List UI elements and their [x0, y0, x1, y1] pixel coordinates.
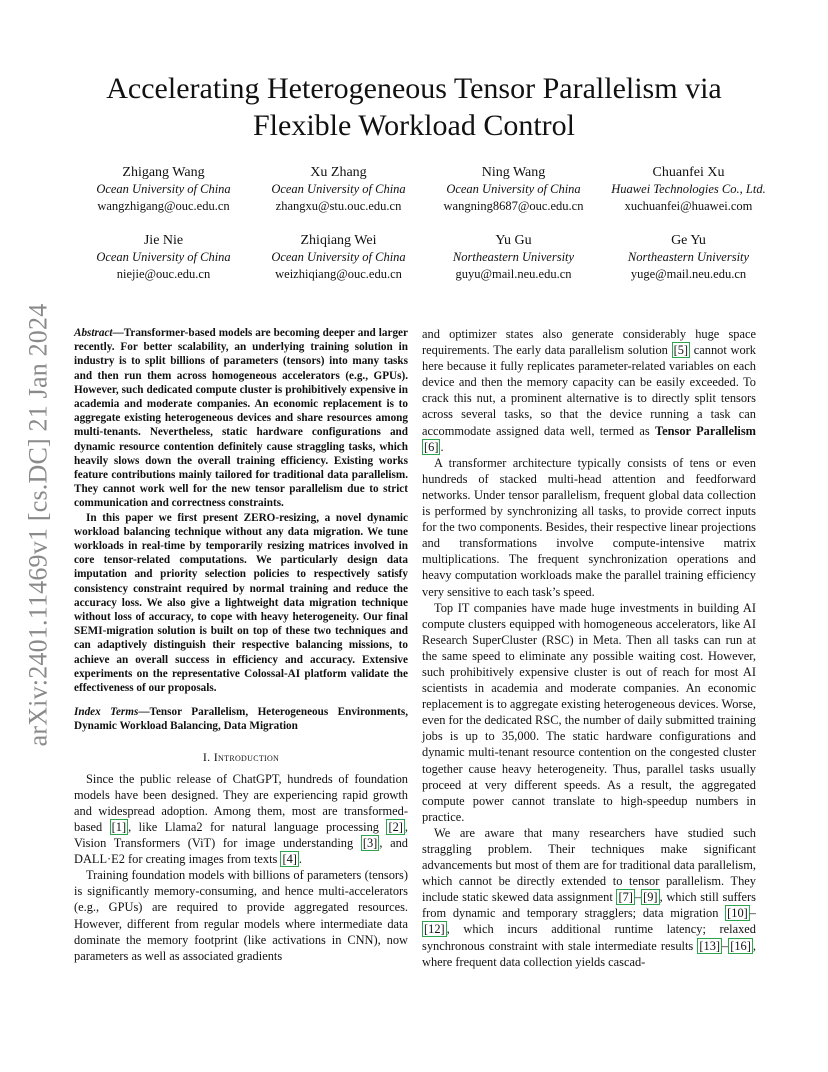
text-run: – [634, 890, 642, 905]
author-block [76, 232, 251, 283]
text-run: We are aware that many researchers have studied such straggling problem. Their techniques make significant advancements but most of them are for traditional data parallelism, which cannot be directly extended to tensor parallelism. They include static skewed data assignment [422, 825, 756, 905]
author-email: xuchuanfei@huawei.com [624, 199, 753, 213]
right-column [422, 326, 756, 970]
author-name: Yu Gu [495, 233, 532, 248]
citation-link[interactable]: [10] [727, 906, 748, 921]
citation-link[interactable]: [1] [111, 819, 127, 834]
author-email: guyu@mail.neu.edu.cn [455, 267, 572, 281]
abstract-paragraph [74, 326, 408, 511]
author-name: Zhigang Wang [122, 165, 205, 180]
text-run: , and DALL·E2 for creating images from texts [74, 836, 408, 867]
text-run: and optimizer states also generate considerably huge space requirements. The early data parallelism solution [422, 327, 756, 358]
author-block [426, 232, 601, 283]
author-email: weizhiqiang@ouc.edu.cn [275, 267, 402, 281]
author-block [251, 232, 426, 283]
text-run: Since the public release of ChatGPT, hundreds of foundation models have been designed. They are experiencing rapid growth and widespread adoption. Among them, most are transformed-based [74, 771, 408, 834]
author-email: zhangxu@stu.ouc.edu.cn [275, 199, 402, 213]
author-name: Xu Zhang [310, 165, 367, 180]
author-name: Zhiqiang Wei [300, 233, 377, 248]
body-paragraph: Training foundation models with billions of parameters (tensors) is significantly memory-consuming, and hence multi-accelerators (e.g., GPUs) are required to provide aggregated resources. However, different from regular models where intermediate data dominate the memory footprint (like activations in CNN), now parameters as well as associated gradients [74, 868, 408, 963]
author-affiliation: Ocean University of China [271, 182, 406, 196]
section-heading [74, 750, 408, 765]
citation-link[interactable]: [13] [699, 938, 721, 953]
index-terms-text: —Tensor Parallelism, Heterogeneous Environments, Dynamic Workload Balancing, Data Migration [74, 706, 408, 733]
author-affiliation: Ocean University of China [271, 250, 406, 264]
index-terms [74, 705, 408, 733]
text-run: , like Llama2 for natural language processing [128, 819, 387, 834]
abstract-label: Abstract [74, 327, 113, 339]
body-paragraph [422, 326, 756, 455]
text-run: cannot work here because it fully replicates parameter-related variables on each device and then the memory capacity can be easily exceeded. To crack this nut, a prominent alternative is to directly split tensors across several tasks, so that the device running a task can accommodate assigned data well, termed as [422, 343, 756, 438]
author-affiliation: Northeastern University [627, 250, 750, 264]
author-block [251, 164, 426, 215]
author-affiliation: Ocean University of China [96, 182, 231, 196]
author-block [426, 164, 601, 215]
author-email: niejie@ouc.edu.cn [116, 267, 211, 281]
text-run: – [749, 906, 756, 921]
emphasis-term: Tensor Parallelism [655, 423, 756, 438]
text-run: . [298, 852, 303, 867]
author-row-2 [76, 232, 776, 283]
body-paragraph [422, 825, 756, 970]
author-name: Ning Wang [481, 165, 546, 180]
author-affiliation: Northeastern University [452, 250, 575, 264]
author-affiliation: Huawei Technologies Co., Ltd. [611, 182, 766, 196]
arxiv-stamp-text: arXiv:2401.11469v1 [cs.DC] 21 Jan 2024 [23, 303, 52, 747]
citation-link[interactable]: [6] [424, 439, 439, 454]
author-affiliation: Ocean University of China [96, 250, 231, 264]
citation-link[interactable]: [7] [618, 890, 633, 905]
arxiv-side-stamp [20, 290, 56, 760]
left-column [74, 326, 408, 964]
body-paragraph [74, 771, 408, 868]
abstract-text: —Transformer-based models are becoming deeper and larger recently. For better scalability, an underlying training solution in industry is to split billions of parameters (tensors) into many tasks and then run them across homogeneous accelerators (e.g., GPUs). However, such dedicated compute cluster is prohibitively expensive in academia and moderate companies. An economic replacement is to aggregate existing heterogeneous devices and share resources among multi-tenants. Nevertheless, static hardware configurations and dynamic resource contention definitely cause straggling tasks, which heavily slows down the overall training efficiency. Existing works feature contributions mainly tailored for traditional data parallelism. They cannot work well for the new tensor parallelism due to strict communication and correctness constraints. [74, 327, 408, 510]
author-email: wangzhigang@ouc.edu.cn [97, 199, 230, 213]
author-name: Ge Yu [671, 233, 706, 248]
text-run: . [440, 439, 444, 454]
author-row-1 [76, 164, 776, 215]
text-run: , which incurs additional runtime latency; relaxed synchronous constraint with stale intermediate results [422, 922, 756, 953]
citation-link[interactable]: [16] [730, 938, 751, 953]
paper-title: Accelerating Heterogeneous Tensor Parallelism via Flexible Workload Control [106, 72, 722, 142]
citation-link[interactable]: [5] [673, 343, 689, 358]
text-run: , Vision Transformers (ViT) for image understanding [74, 819, 408, 851]
author-name: Jie Nie [143, 233, 184, 248]
citation-link[interactable]: [2] [388, 819, 403, 834]
body-paragraph: Top IT companies have made huge investments in building AI compute clusters equipped with homogeneous accelerators, like AI Research SuperCluster (RSC) in Meta. Then all tasks can run at the same speed to eliminate any possible waiting cost. However, such prohibitively expensive cluster is out of reach for most AI scientists in academia and moderate companies. An economic replacement is to aggregate existing heterogeneous devices. Worse, even for the dedicated RSC, the number of daily submitted training jobs is up to 35,000. The static hardware configurations and dynamic multi-tenant resource contention on the congested cluster together cause heavy heterogeneity. Thus, parallel tasks usually proceed at very different speeds. As a result, the aggregated compute power cannot translate to high-speedup numbers in practice. [422, 600, 756, 824]
author-affiliation: Ocean University of China [446, 182, 581, 196]
body-paragraph: A transformer architecture typically consists of tens or even hundreds of stacked multi-head attention and feedforward networks. Under tensor parallelism, frequent global data collection is performed by synchronizing all tasks, to provide correct inputs for the two components. Besides, their respective linear projections and transformations involve compute-intensive matrix multiplications. The frequent synchronization operations and heavy computation workloads make the parallel training efficiency very sensitive to each task’s speed. [422, 455, 756, 599]
text-run: – [722, 938, 729, 953]
author-email: wangning8687@ouc.edu.cn [443, 199, 584, 213]
citation-link[interactable]: [4] [282, 852, 297, 867]
citation-link[interactable]: [9] [643, 890, 658, 905]
index-terms-label: Index Terms [74, 706, 139, 719]
author-name: Chuanfei Xu [652, 165, 725, 180]
text-run: , which still suffers from dynamic and temporary stragglers; data migration [422, 890, 756, 921]
citation-link[interactable]: [12] [424, 922, 445, 937]
abstract-paragraph: In this paper we first present ZERO-resizing, a novel dynamic workload balancing technique without any data migration. We tune workloads in real-time by temporarily resizing matrices involved in core tensor-related computations. We particularly design data imputation and priority selection policies to respectively satisfy consistency constraint required by normal training and reduce the accuracy loss. We also give a lightweight data migration technique without loss of accuracy, to cope with heavy heterogeneity. Our final SEMI-migration solution is built on top of these two techniques and can adaptively distinguish their respective balancing missions, to achieve an overall success in efficiency and accuracy. Extensive experiments on the representative Colossal-AI platform validate the effectiveness of our proposals. [74, 511, 408, 695]
author-block [601, 164, 776, 215]
section-title: Introduction [213, 749, 280, 764]
citation-link[interactable]: [3] [362, 836, 378, 851]
section-numeral: I. [202, 749, 211, 764]
author-email: yuge@mail.neu.edu.cn [630, 267, 747, 281]
author-block [76, 164, 251, 215]
text-run: , where frequent data collection yields cascad- [422, 938, 756, 969]
author-block [601, 232, 776, 283]
abstract [74, 326, 408, 695]
